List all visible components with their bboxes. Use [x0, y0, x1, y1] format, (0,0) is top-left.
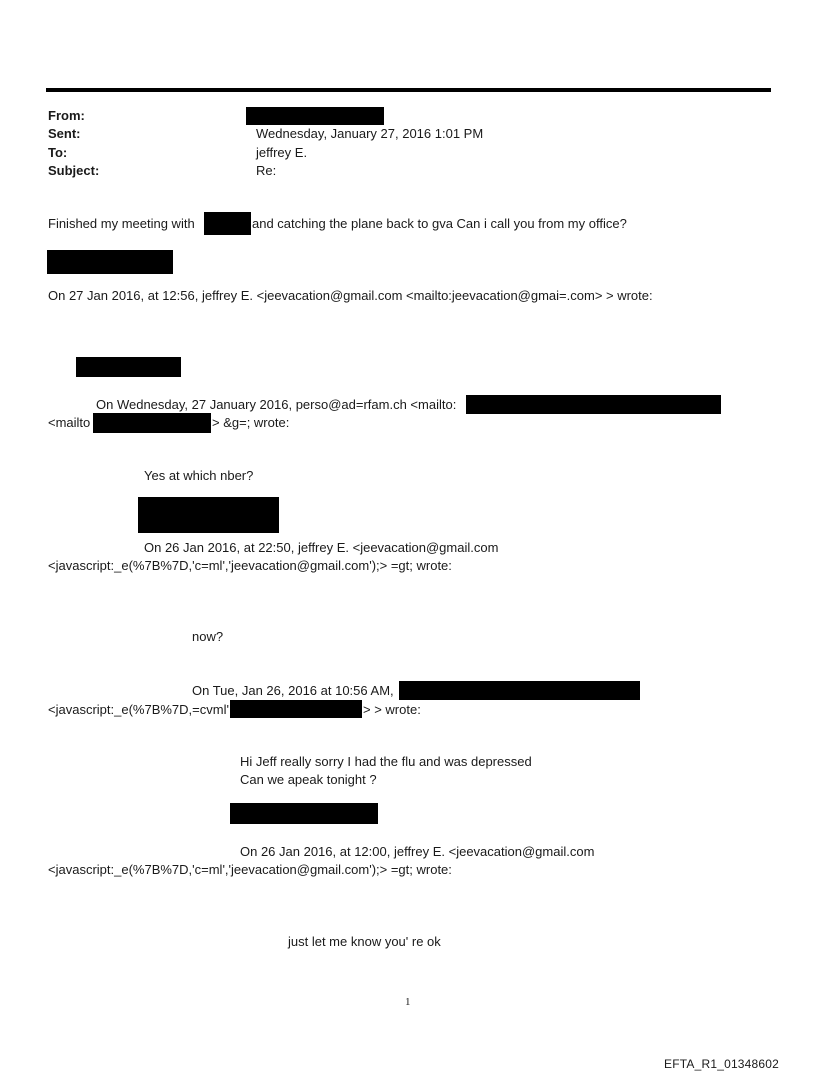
redaction-block — [230, 803, 378, 824]
message-text: Finished my meeting with — [48, 216, 195, 231]
message-text: and catching the plane back to gva Can i call you from my office? — [252, 216, 627, 231]
quote-header: > &g=; wrote: — [212, 415, 290, 430]
subject-value: Re: — [256, 163, 277, 178]
redaction-email — [466, 395, 721, 414]
to-label: To: — [48, 145, 68, 160]
document-id: EFTA_R1_01348602 — [664, 1057, 780, 1071]
header-rule — [46, 88, 771, 92]
message-text: just let me know you' re ok — [288, 934, 441, 949]
redaction-name — [399, 681, 640, 700]
redaction-name — [204, 212, 251, 235]
message-text: Yes at which nber? — [144, 468, 254, 483]
quote-header: <mailto — [48, 415, 91, 430]
from-label: From: — [48, 108, 85, 123]
quote-header: On 27 Jan 2016, at 12:56, jeffrey E. <jeevacation@gmail.com <mailto:jeevacation@gmai=.com> > wrote: — [48, 288, 653, 303]
redaction-block — [76, 357, 181, 377]
message-text: now? — [192, 629, 224, 644]
quote-header: <javascript:_e(%7B%7D,'c=ml','jeevacation@gmail.com');> =gt; wrote: — [48, 862, 452, 877]
quote-header: On 26 Jan 2016, at 22:50, jeffrey E. <jeevacation@gmail.com — [144, 540, 499, 555]
sent-value: Wednesday, January 27, 2016 1:01 PM — [256, 126, 484, 141]
quote-header: <javascript:_e(%7B%7D,=cvml' — [48, 702, 229, 717]
quote-header: On Tue, Jan 26, 2016 at 10:56 AM, — [192, 683, 394, 698]
quote-header: > > wrote: — [363, 702, 421, 717]
message-text: Can we apeak tonight ? — [240, 772, 377, 787]
sent-label: Sent: — [48, 126, 81, 141]
quote-header: <javascript:_e(%7B%7D,'c=ml','jeevacation@gmail.com');> =gt; wrote: — [48, 558, 452, 573]
message-text: Hi Jeff really sorry I had the flu and was depressed — [240, 754, 532, 769]
redaction-email — [230, 700, 362, 718]
redaction-block — [138, 497, 279, 533]
quote-header: On 26 Jan 2016, at 12:00, jeffrey E. <jeevacation@gmail.com — [240, 844, 595, 859]
subject-label: Subject: — [48, 163, 100, 178]
page-number: 1 — [405, 996, 411, 1008]
redaction-signature — [47, 250, 173, 274]
redaction-email — [93, 413, 211, 433]
redaction-from — [246, 107, 384, 125]
quote-header: On Wednesday, 27 January 2016, perso@ad=rfam.ch <mailto: — [96, 397, 457, 412]
to-value: jeffrey E. — [256, 145, 308, 160]
